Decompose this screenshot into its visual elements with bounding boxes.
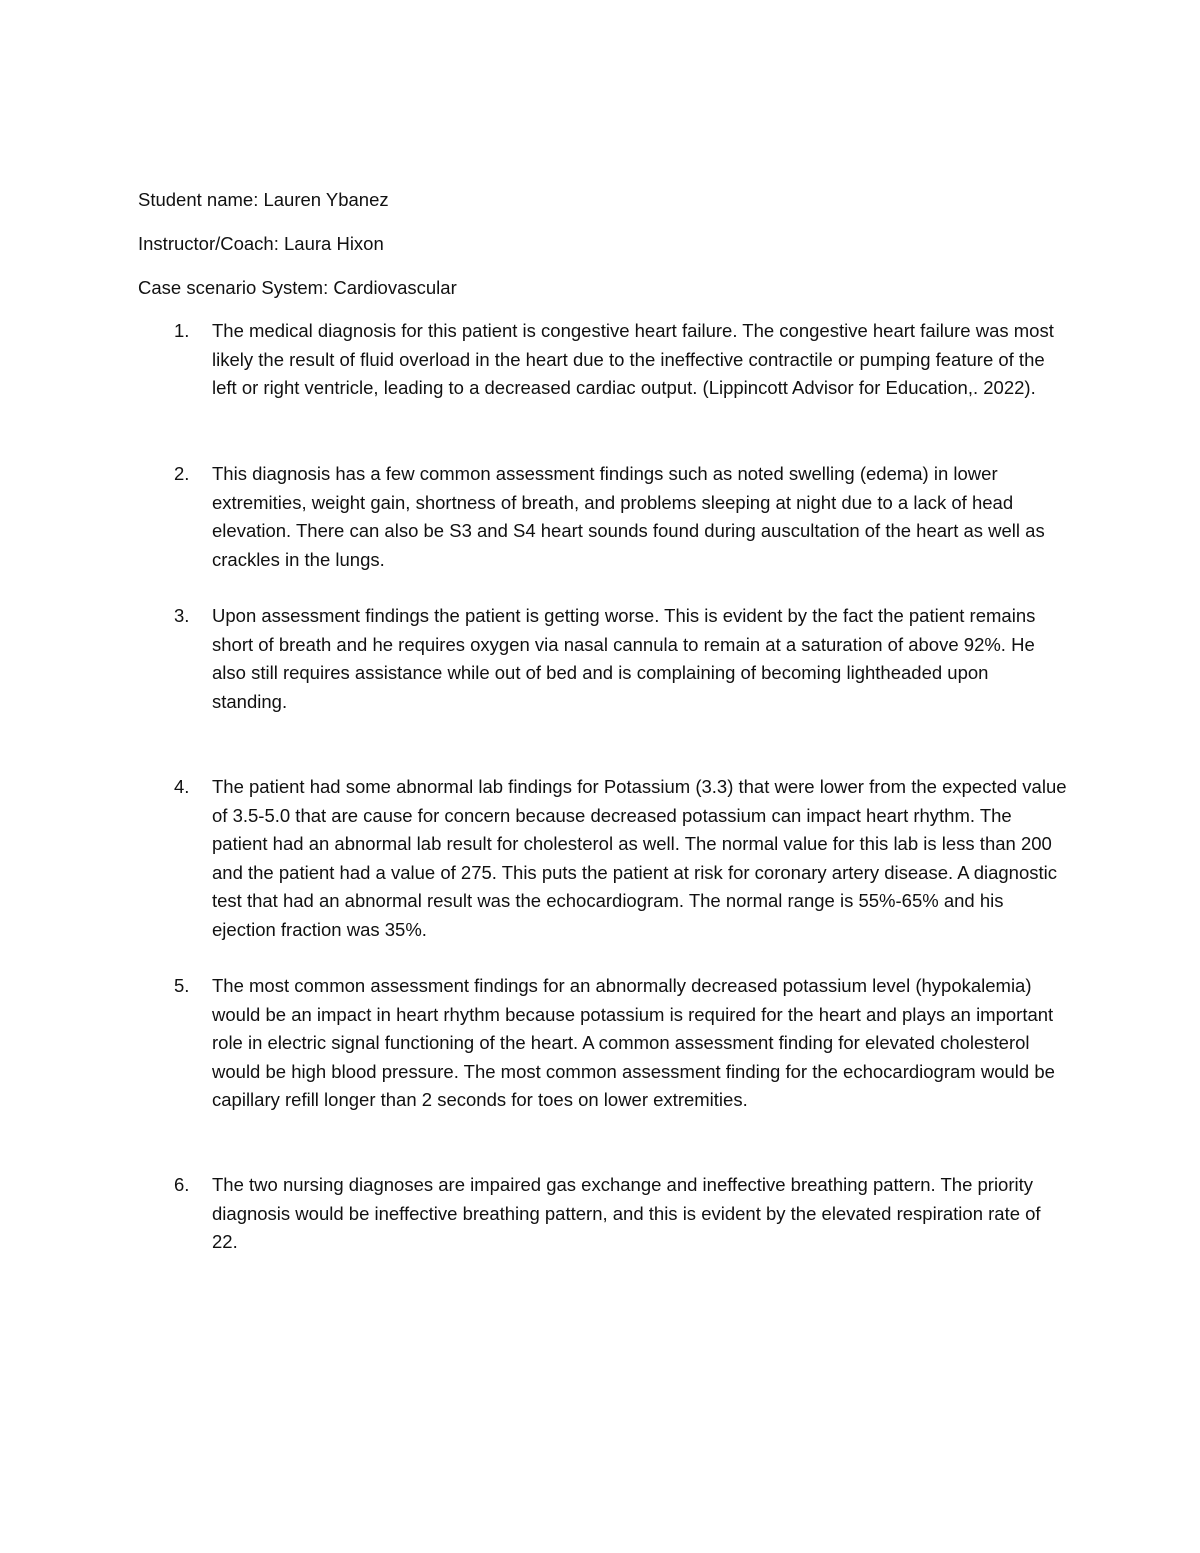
list-item xyxy=(138,460,1068,574)
list-item-text: The patient had some abnormal lab findings for Potassium (3.3) that were lower from the expected value of 3.5-5.0 that are cause for concern because decreased potassium can impact heart rhythm. The patient had an abnormal lab result for cholesterol as well. The normal value for this lab is less than 200 and the patient had a value of 275. This puts the patient at risk for coronary artery disease. A diagnostic test that had an abnormal result was the echocardiogram. The normal range is 55%-65% and his ejection fraction was 35%. xyxy=(212,776,1067,940)
case-scenario-line: Case scenario System: Cardiovascular xyxy=(138,277,457,298)
list-item-number: 2. xyxy=(174,463,190,484)
list-item-text: Upon assessment findings the patient is getting worse. This is evident by the fact the patient remains short of breath and he requires oxygen via nasal cannula to remain at a saturation of above 92%. He also still requires assistance while out of bed and is complaining of becoming lightheaded upon standing. xyxy=(212,605,1036,712)
list-item xyxy=(138,602,1068,716)
list-item-text: The most common assessment findings for an abnormally decreased potassium level (hypokalemia) would be an impact in heart rhythm because potassium is required for the heart and plays an important role in electric signal functioning of the heart. A common assessment finding for elevated cholesterol would be high blood pressure. The most common assessment finding for the echocardiogram would be capillary refill longer than 2 seconds for toes on lower extremities. xyxy=(212,975,1055,1111)
list-item-number: 3. xyxy=(174,605,190,626)
list-item-number: 4. xyxy=(174,776,190,797)
list-item xyxy=(138,1171,1068,1257)
list-item xyxy=(138,317,1068,403)
list-item-number: 5. xyxy=(174,975,190,996)
list-item-text: The two nursing diagnoses are impaired gas exchange and ineffective breathing pattern. The priority diagnosis would be ineffective breathing pattern, and this is evident by the elevated respiration rate of 22. xyxy=(212,1174,1041,1253)
student-name-line: Student name: Lauren Ybanez xyxy=(138,189,389,210)
list-item xyxy=(138,773,1068,945)
list-item-text: This diagnosis has a few common assessment findings such as noted swelling (edema) in lower extremities, weight gain, shortness of breath, and problems sleeping at night due to a lack of head elevation. There can also be S3 and S4 heart sounds found during auscultation of the heart as well as crackles in the lungs. xyxy=(212,463,1045,570)
list-item-number: 6. xyxy=(174,1174,190,1195)
list-item xyxy=(138,972,1068,1115)
list-item-text: The medical diagnosis for this patient is congestive heart failure. The congestive heart failure was most likely the result of fluid overload in the heart due to the ineffective contractile or pumping feature of the left or right ventricle, leading to a decreased cardiac output. (Lippincott Advisor for Education,. 2022). xyxy=(212,320,1054,399)
list-item-number: 1. xyxy=(174,320,190,341)
instructor-line: Instructor/Coach: Laura Hixon xyxy=(138,233,384,254)
